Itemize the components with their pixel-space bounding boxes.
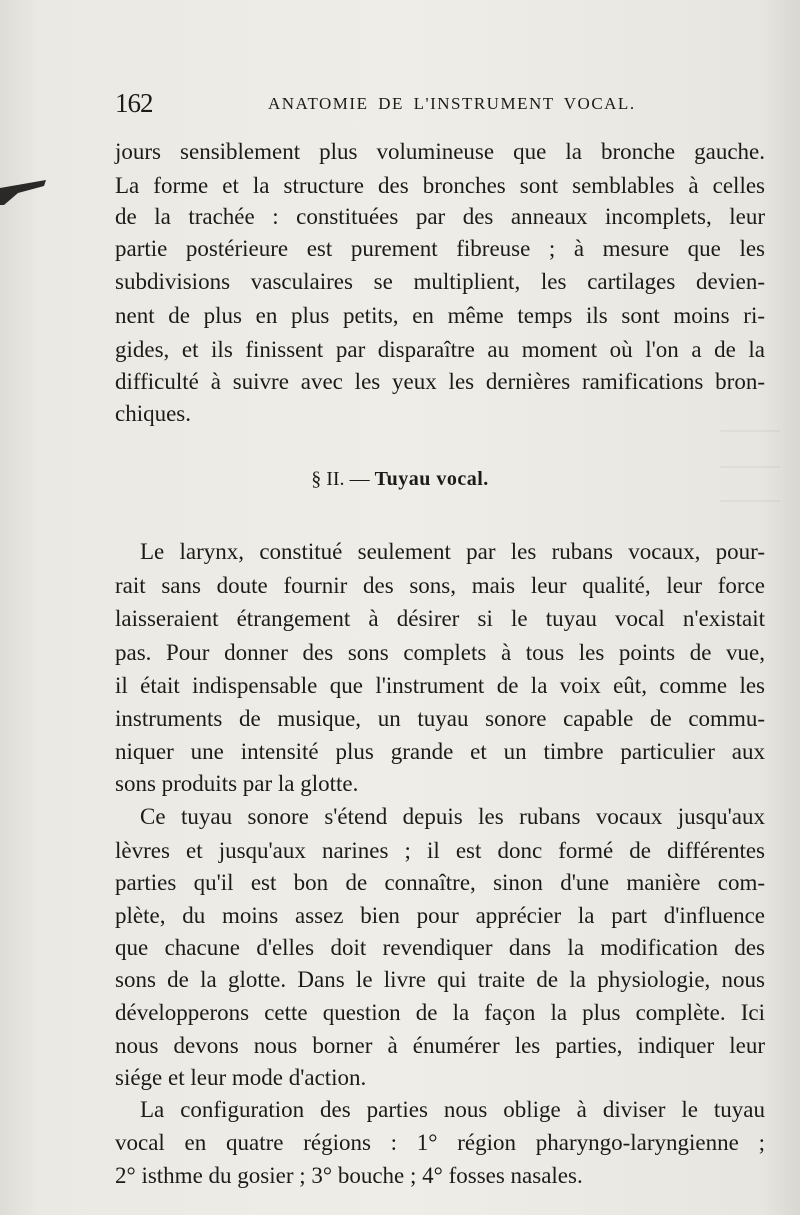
text-line: parties qu'il est bon de connaître, sinon d'une manière com-	[115, 870, 765, 895]
page-header	[115, 88, 765, 120]
bleed-through-line	[720, 500, 780, 502]
text-line: niquer une intensité plus grande et un timbre particulier aux	[115, 739, 765, 764]
section-heading	[0, 464, 800, 494]
text-line: sons de la glotte. Dans le livre qui traite de la physiologie, nous	[115, 967, 765, 992]
text-line: La forme et la structure des bronches sont semblables à celles	[115, 173, 765, 198]
bleed-through-line	[720, 430, 780, 432]
text-line: laisseraient étrangement à désirer si le tuyau vocal n'existait	[115, 606, 765, 631]
text-line: pas. Pour donner des sons complets à tous les points de vue,	[115, 640, 765, 665]
text-line: sons produits par la glotte.	[115, 771, 359, 796]
text-line: jours sensiblement plus volumineuse que la bronche gauche.	[115, 139, 765, 164]
text-line: de la trachée : constituées par des anneaux incomplets, leur	[115, 204, 765, 229]
text-line: nent de plus en plus petits, en même temps ils sont moins ri-	[115, 303, 765, 328]
text-line: nous devons nous borner à énumérer les parties, indiquer leur	[115, 1033, 765, 1058]
text-line: La configuration des parties nous oblige à diviser le tuyau	[140, 1097, 765, 1122]
text-line: subdivisions vasculaires se multiplient, les cartilages devien-	[115, 269, 765, 294]
section-title: Tuyau vocal.	[374, 468, 489, 490]
text-line: rait sans doute fournir des sons, mais leur qualité, leur force	[115, 573, 765, 598]
section-dash: —	[344, 468, 375, 490]
page-number: 162	[115, 88, 153, 118]
text-line: partie postérieure est purement fibreuse ; à mesure que les	[115, 236, 765, 261]
running-head: ANATOMIE DE L'INSTRUMENT VOCAL.	[268, 94, 636, 113]
text-line: instruments de musique, un tuyau sonore capable de commu-	[115, 706, 765, 731]
text-line: vocal en quatre régions : 1° région pharyngo-laryngienne ;	[115, 1130, 765, 1155]
text-line: chiques.	[115, 401, 192, 426]
text-line: développerons cette question de la façon la plus complète. Ici	[115, 1000, 765, 1025]
text-line: plète, du moins assez bien pour apprécier la part d'influence	[115, 903, 765, 928]
text-line: difficulté à suivre avec les yeux les dernières ramifications bron-	[115, 369, 765, 394]
text-line: gides, et ils finissent par disparaître au moment où l'on a de la	[115, 337, 765, 362]
section-number: § II.	[311, 468, 345, 490]
text-line: lèvres et jusqu'aux narines ; il est donc formé de différentes	[115, 838, 765, 863]
text-line: que chacune d'elles doit revendiquer dans la modification des	[115, 935, 765, 960]
text-line: Ce tuyau sonore s'étend depuis les rubans vocaux jusqu'aux	[140, 804, 765, 829]
text-line: il était indispensable que l'instrument de la voix eût, comme les	[115, 673, 765, 698]
text-line: siége et leur mode d'action.	[115, 1065, 367, 1090]
text-line: Le larynx, constitué seulement par les rubans vocaux, pour-	[140, 539, 765, 564]
margin-ink-mark	[0, 178, 48, 206]
text-line: 2° isthme du gosier ; 3° bouche ; 4° fosses nasales.	[115, 1163, 583, 1188]
